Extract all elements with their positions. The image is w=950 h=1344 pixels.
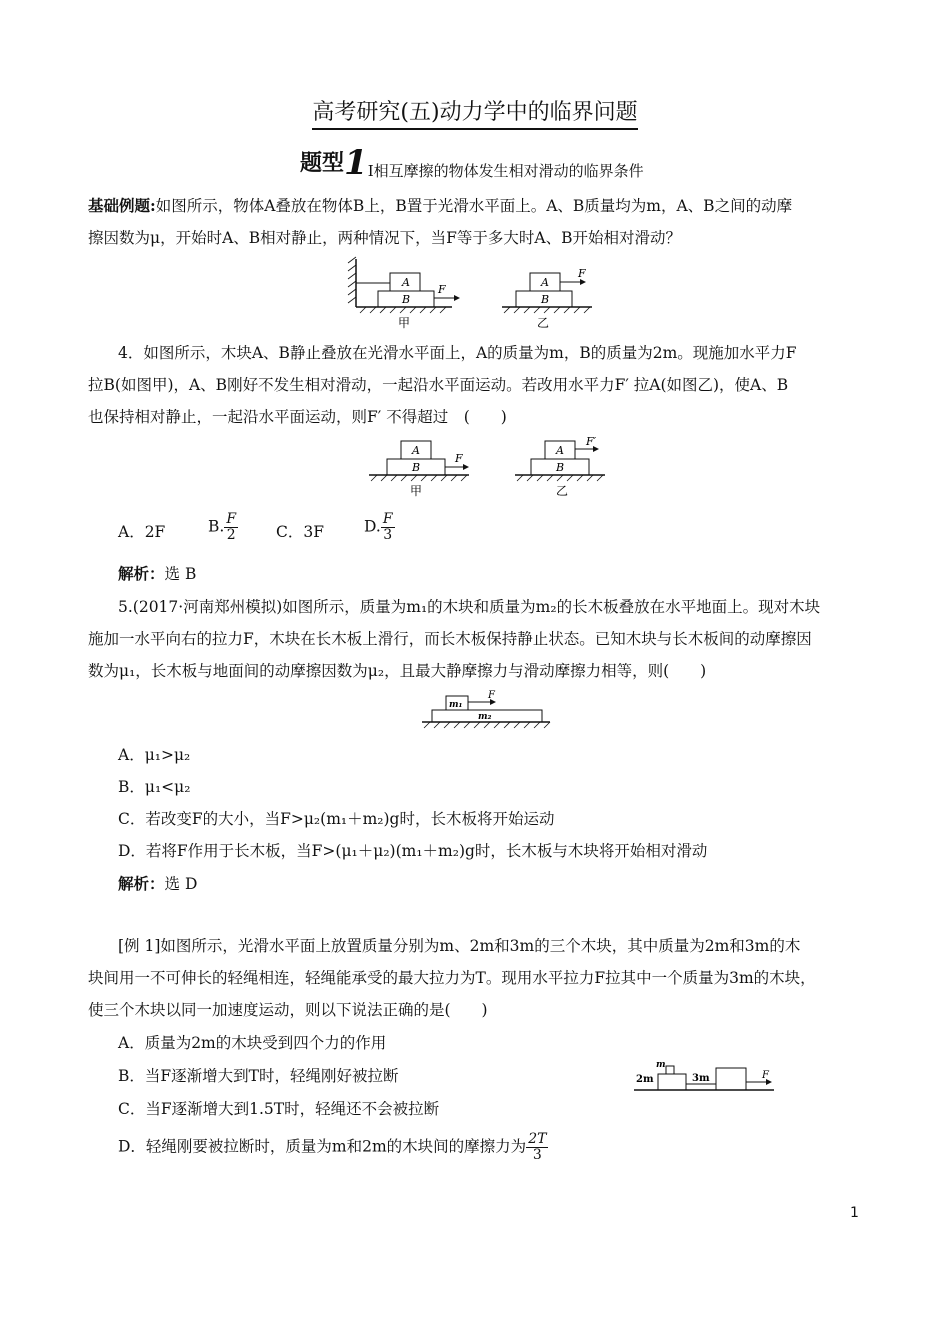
block-a-label: A bbox=[412, 444, 420, 457]
basic-example-figure bbox=[340, 255, 630, 335]
force-label: F bbox=[438, 283, 446, 296]
q5-line-3: 数为μ₁，长木板与地面间的动摩擦因数为μ₂，且最大静摩擦力与滑动摩擦力相等，则( ) bbox=[88, 662, 707, 680]
force-label: F bbox=[762, 1070, 769, 1081]
q5-option-c: C．若改变F的大小，当F>μ₂(m₁＋m₂)g时，长木板将开始运动 bbox=[118, 810, 555, 828]
page-title: 高考研究(五)动力学中的临界问题 bbox=[0, 95, 950, 126]
figure-label-yi: 乙 bbox=[556, 484, 569, 498]
q4-answer: 解析：选 B bbox=[118, 564, 197, 583]
block-a-label: A bbox=[556, 444, 564, 457]
q4-line-3: 也保持相对静止，一起沿水平面运动，则F′ 不得超过 ( ) bbox=[88, 408, 507, 426]
ex1-option-a: A．质量为2m的木块受到四个力的作用 bbox=[118, 1034, 387, 1052]
force-label: F bbox=[578, 267, 586, 280]
page-number: 1 bbox=[850, 1205, 859, 1221]
ex1-option-c: C．当F逐渐增大到1.5T时，轻绳还不会被拉断 bbox=[118, 1100, 440, 1118]
q5-answer: 解析：选 D bbox=[118, 874, 198, 893]
block-b-label: B bbox=[412, 461, 421, 474]
block-2m-label: 2m bbox=[636, 1074, 654, 1085]
figure-label-jia: 甲 bbox=[398, 316, 411, 330]
block-b-label: B bbox=[541, 293, 550, 306]
ex1-option-d: D．轻绳刚要被拉断时，质量为m和2m的木块间的摩擦力为 $\frac{2T}{3}$ bbox=[118, 1131, 547, 1163]
force-label: F bbox=[455, 452, 463, 465]
q4-line-2: 拉B(如图甲)，A、B刚好不发生相对滑动，一起沿水平面运动。若改用水平力F′ 拉A(如图乙)，使A、B bbox=[88, 376, 789, 394]
q5-option-d: D．若将F作用于长木板，当F>(μ₁＋μ₂)(m₁＋m₂)g时，长木板与木块将开始相对滑动 bbox=[118, 842, 708, 860]
board-m2-label: m₂ bbox=[478, 712, 492, 722]
block-m-label: m bbox=[656, 1060, 666, 1070]
q5-line-2: 施加一水平向右的拉力F，木块在长木板上滑行，而长木板保持静止状态。已知木块与长木板间的动摩擦因 bbox=[88, 630, 812, 648]
block-a-label: A bbox=[541, 276, 549, 289]
block-b-label: B bbox=[402, 293, 411, 306]
ex1-option-b: B．当F逐渐增大到T时，轻绳刚好被拉断 bbox=[118, 1067, 399, 1085]
force-label: F′ bbox=[586, 435, 597, 448]
basic-example-line-1: 基础例题:如图所示，物体A叠放在物体B上，B置于光滑水平面上。A、B质量均为m，A、B之间的动摩 bbox=[88, 196, 793, 215]
ex1-line-2: 块间用一不可伸长的轻绳相连，轻绳能承受的最大拉力为T。现用水平拉力F拉其中一个质量为3m的木块， bbox=[88, 969, 816, 987]
q5-option-b: B．μ₁<μ₂ bbox=[118, 778, 191, 796]
block-b-label: B bbox=[556, 461, 565, 474]
q4-option-c: C．3F bbox=[276, 523, 324, 541]
q5-figure bbox=[418, 688, 553, 730]
q4-figure bbox=[365, 435, 605, 500]
q4-option-d: D. $\frac{F}{3}$ bbox=[364, 511, 393, 543]
figure-label-jia: 甲 bbox=[410, 484, 423, 498]
q4-line-1: 4．如图所示，木块A、B静止叠放在光滑水平面上，A的质量为m，B的质量为2m。现施加水平力F bbox=[118, 344, 797, 362]
figure-label-yi: 乙 bbox=[537, 316, 550, 330]
ex1-line-3: 使三个木块以同一加速度运动，则以下说法正确的是( ) bbox=[88, 1001, 488, 1019]
q5-line-1: 5.(2017·河南郑州模拟)如图所示，质量为m₁的木块和质量为m₂的长木板叠放在水平地面上。现对木块 bbox=[118, 598, 821, 616]
basic-example-line-2: 擦因数为μ，开始时A、B相对静止，两种情况下，当F等于多大时A、B开始相对滑动？ bbox=[88, 229, 681, 247]
force-label: F bbox=[488, 690, 495, 701]
block-m1-label: m₁ bbox=[449, 700, 463, 710]
block-3m-label: 3m bbox=[692, 1073, 710, 1084]
ex1-figure bbox=[632, 1058, 777, 1094]
q4-option-b: B. $\frac{F}{2}$ bbox=[208, 511, 237, 543]
ex1-line-1: [例 1]如图所示，光滑水平面上放置质量分别为m、2m和3m的三个木块，其中质量为2m和3m的木 bbox=[118, 937, 801, 955]
block-a-label: A bbox=[402, 276, 410, 289]
q4-option-a: A．2F bbox=[118, 523, 166, 541]
q5-option-a: A．μ₁>μ₂ bbox=[118, 746, 191, 764]
section-heading: 题型1I相互摩擦的物体发生相对滑动的临界条件 bbox=[300, 143, 644, 183]
